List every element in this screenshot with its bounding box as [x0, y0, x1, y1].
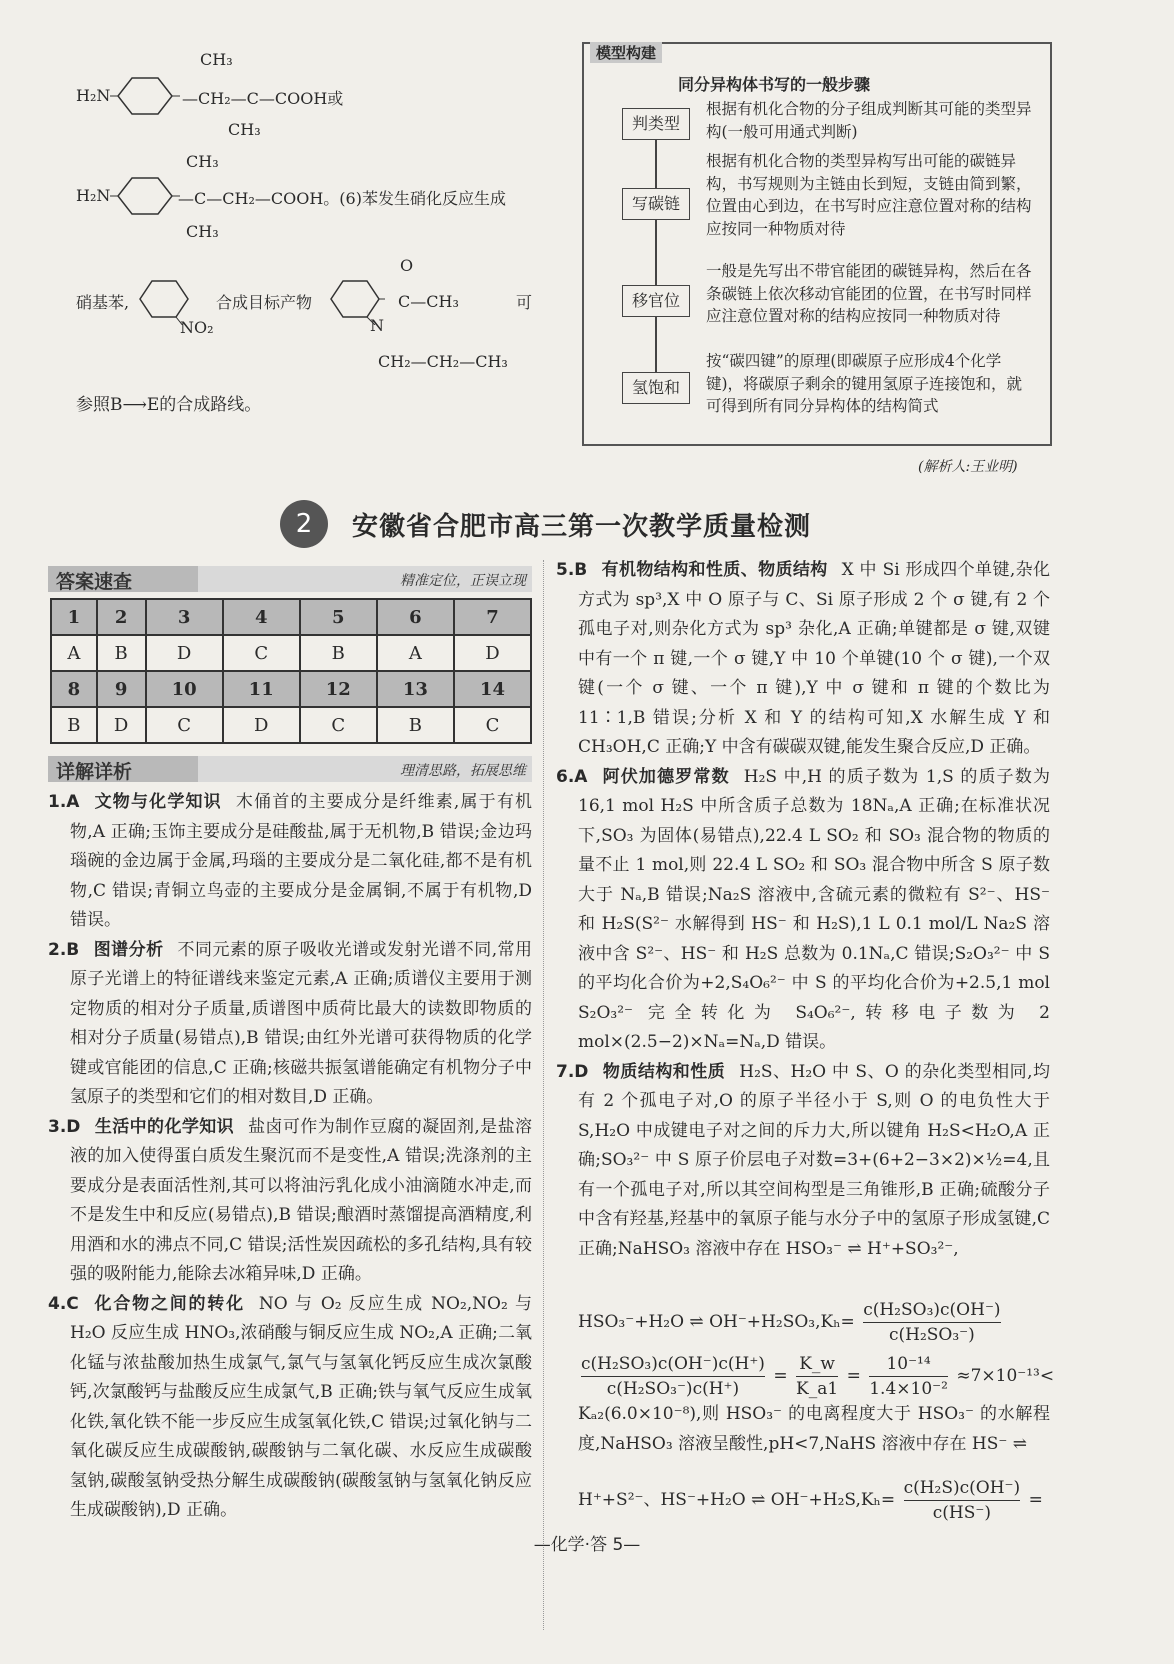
q-num: 1 — [51, 599, 97, 635]
explanation-item — [48, 936, 532, 1113]
answer-key: C — [146, 707, 223, 743]
left-column — [48, 788, 532, 1526]
fraction — [796, 1352, 838, 1401]
numerator: c(H₂SO₃)c(OH⁻) — [863, 1298, 1000, 1323]
answer-key: D — [97, 707, 146, 743]
propyl: CH₂—CH₂—CH₃ — [378, 352, 508, 371]
step-box: 移官位 — [622, 285, 690, 317]
q-num: 13 — [377, 671, 454, 707]
item-number: 6.A — [556, 766, 588, 787]
benzene-ring-icon — [110, 174, 180, 218]
formula-text: HSO₃⁻+H₂O ⇌ OH⁻+H₂SO₃,Kₕ= — [578, 1312, 855, 1332]
box-title: 同分异构体书写的一般步骤 — [678, 75, 871, 94]
item-number: 7.D — [556, 1061, 589, 1082]
step-desc: 根据有机化合物的分子组成判断其可能的类型异构(一般可用通式判断) — [706, 100, 1032, 141]
item-topic: 化合物之间的转化 — [92, 1293, 245, 1314]
formula-text-block: Kₐ₂(6.0×10⁻⁸),则 HSO₃⁻ 的电离程度大于 HSO₃⁻ 的水解程度,NaHSO₃ 溶液呈酸性,pH<7,NaHS 溶液中存在 HS⁻ ⇌ — [578, 1404, 1050, 1454]
fraction — [863, 1298, 1000, 1347]
answer-key: C — [223, 635, 300, 671]
equals: = — [1028, 1490, 1043, 1510]
q-num: 10 — [146, 671, 223, 707]
flow-line — [655, 140, 657, 400]
denominator: c(H₂SO₃⁻)c(H⁺) — [606, 1379, 740, 1399]
table-row — [51, 599, 531, 635]
item-number: 4.C — [48, 1293, 79, 1314]
explanation-item — [48, 1113, 532, 1290]
item-topic: 物质结构和性质 — [602, 1061, 726, 1082]
numerator: c(H₂SO₃)c(OH⁻)c(H⁺) — [581, 1352, 765, 1377]
denominator: 1.4×10⁻² — [869, 1379, 948, 1399]
q-num: 8 — [51, 671, 97, 707]
details-slogan: 理清思路，拓展思维 — [400, 763, 526, 779]
item-text: H₂S、H₂O 中 S、O 的杂化类型相同,均有 2 个孤电子对,O 的原子半径小于 S,则 O 的电负性大于 S,H₂O 中成键电子对之间的斥力大,所以键角 H₂S<H₂O,A 正确;SO₃²⁻ 中 S 原子价层电子对数=3+(6+2−3×2)×½=4,且有一个孤电子对,所以其空间构型是三角锥形,B 正确;硫酸分子中含有羟基,羟基中的氧原子能与水分子中的氢原子形成氢键,C 正确;NaHSO₃ 溶液中存在 HSO₃⁻ ⇌ H⁺+SO₃²⁻, — [578, 1061, 1050, 1259]
answers-label: 答案速查 — [56, 571, 133, 593]
methyl-top: CH₃ — [200, 50, 233, 69]
q-num: 9 — [97, 671, 146, 707]
section-title: 安徽省合肥市高三第一次教学质量检测 — [352, 512, 812, 542]
box-tab: 模型构建 — [590, 42, 662, 63]
equals: = — [773, 1366, 788, 1386]
answer-key: B — [51, 707, 97, 743]
q-num: 14 — [454, 671, 531, 707]
answer-key: A — [377, 635, 454, 671]
formula-line-2 — [578, 1352, 1054, 1401]
explanation-item — [556, 1058, 1050, 1265]
acyl: C—CH₃ — [398, 292, 459, 311]
formula-text: ≈7×10⁻¹³< — [956, 1366, 1055, 1386]
numerator: c(H₂S)c(OH⁻) — [904, 1476, 1021, 1501]
q-num: 2 — [97, 599, 146, 635]
nitro-group: NO₂ — [180, 318, 214, 337]
tail-text: 可 — [516, 293, 533, 312]
model-building-box — [582, 42, 1052, 446]
formula-line-1 — [578, 1298, 1004, 1347]
chain: —C—CH₂—COOH。(6)苯发生硝化反应生成 — [178, 189, 506, 208]
numerator: 10⁻¹⁴ — [869, 1352, 948, 1377]
fraction — [904, 1476, 1021, 1525]
item-number: 1.A — [48, 792, 80, 812]
right-column — [556, 556, 1050, 1264]
lead-text: 硝基苯, — [76, 293, 130, 312]
methyl-bottom: CH₃ — [228, 120, 261, 139]
denominator: c(H₂SO₃⁻) — [888, 1325, 975, 1345]
explanation-item — [556, 556, 1050, 763]
formula-text: H⁺+S²⁻、HS⁻+H₂O ⇌ OH⁻+H₂S,Kₕ= — [578, 1490, 896, 1510]
item-text: 不同元素的原子吸收光谱或发射光谱不同,常用原子光谱上的特征谱线来鉴定元素,A 正确;质谱仪主要用于测定物质的相对分子质量,质谱图中质荷比最大的读数即物质的相对分子质量(易错点),B 错误;由红外光谱可获得物质的化学键或官能团的信息,C 正确;核磁共振氢谱能确定有机物分子中氢原子的类型和它们的相对数目,D 正确。 — [70, 939, 533, 1107]
q-num: 7 — [454, 599, 531, 635]
answer-key: D — [454, 635, 531, 671]
explanation-item — [48, 1290, 532, 1526]
benzene-ring-icon — [110, 74, 180, 118]
answer-key: A — [51, 635, 97, 671]
section-number-badge: 2 — [280, 500, 328, 548]
step-box: 写碳链 — [622, 188, 690, 220]
step-box: 氢饱和 — [622, 372, 690, 404]
answer-key: B — [377, 707, 454, 743]
methyl-bottom: CH₃ — [186, 222, 219, 241]
page-footer: —化学·答 5— — [533, 1535, 641, 1555]
column-divider — [543, 560, 544, 1630]
item-text: NO 与 O₂ 反应生成 NO₂,NO₂ 与 H₂O 反应生成 HNO₃,浓硝酸与铜反应生成 NO₂,A 正确;二氧化锰与浓盐酸加热生成氯气,氯气与氢氧化钙反应生成次氯酸钙,次氯酸钙与盐酸反应生成氯气,B 正确;铁与氧气反应生成氧化铁,氧化铁不能一步反应生成氢氧化铁,C 错误;过氧化钠与二氧化碳反应生成碳酸钠,碳酸钠与二氧化碳、水反应生成碳酸氢钠,碳酸氢钠受热分解生成碳酸钠(碳酸氢钠与氢氧化钠反应生成碳酸钠),D 正确。 — [70, 1293, 533, 1520]
nitrogen: N — [370, 316, 384, 335]
table-row — [51, 707, 531, 743]
item-topic: 生活中的化学知识 — [94, 1116, 235, 1137]
table-row — [51, 635, 531, 671]
answer-key: C — [300, 707, 377, 743]
step-desc: 根据有机化合物的类型异构写出可能的碳链异构，书写规则为主链由长到短，支链由简到繁，位置由心到边，在书写时应注意位置对称的结构应按同一种物质对待 — [706, 152, 1032, 238]
analyst-credit: (解析人:王业明) — [918, 459, 1018, 475]
item-topic: 图谱分析 — [93, 939, 164, 960]
q-num: 3 — [146, 599, 223, 635]
table-row — [51, 671, 531, 707]
explanation-item — [556, 763, 1050, 1058]
q-num: 4 — [223, 599, 300, 635]
details-label: 详解详析 — [56, 761, 133, 783]
fraction — [869, 1352, 948, 1401]
item-text: X 中 Si 形成四个单键,杂化方式为 sp³,X 中 O 原子与 C、Si 原子形成 2 个 σ 键,有 2 个孤电子对,则杂化方式为 sp³ 杂化,A 正确;单键都是 σ 键,双键中有一个 π 键,一个 σ 键,Y 中 10 个单键(10 个 σ 键),一个双键(一个 σ 键、一个 π 键),Y 中 σ 键和 π 键的个数比为 11∶1,B 错误;分析 X 和 Y 的结构可知,X 水解生成 Y 和 CH₃OH,C 正确;Y 中含有碳碳双键,能发生聚合反应,D 正确。 — [578, 560, 1050, 757]
step-desc: 按“碳四键”的原理(即碳原子应形成4个化学键)，将碳原子剩余的键用氢原子连接饱和，就可得到所有同分异构体的结构简式 — [706, 352, 1023, 415]
item-number: 2.B — [48, 939, 80, 960]
equals: = — [846, 1366, 861, 1386]
q-num: 6 — [377, 599, 454, 635]
item-topic: 阿伏加德罗常数 — [601, 766, 730, 787]
step-box: 判类型 — [622, 108, 690, 140]
answers-slogan: 精准定位，正误立现 — [400, 573, 526, 589]
q-num: 11 — [223, 671, 300, 707]
answer-key: D — [146, 635, 223, 671]
fraction — [581, 1352, 765, 1401]
step-desc: 一般是先写出不带官能团的碳链异构，然后在各条碳链上依次移动官能团的位置，在书写时同样应注意位置对称的结构应按同一种物质对待 — [706, 262, 1032, 325]
item-text: H₂S 中,H 的质子数为 1,S 的质子数为 16,1 mol H₂S 中所含质子总数为 18Nₐ,A 正确;在标准状况下,SO₃ 为固体(易错点),22.4 L SO₂ 和 SO₃ 混合物的物质的量不止 1 mol,则 22.4 L SO₂ 和 SO₃ 混合物中所含 S 原子数大于 Nₐ,B 错误;Na₂S 溶液中,含硫元素的微粒有 S²⁻、HS⁻ 和 H₂S(S²⁻ 水解得到 HS⁻ 和 H₂S),1 L 0.1 mol/L Na₂S 溶液中含 S²⁻、HS⁻ 和 H₂S 总数为 0.1Nₐ,C 错误;S₂O₃²⁻ 中 S 的平均化合价为+2,S₄O₆²⁻ 中 S 的平均化合价为+2.5,1 mol S₂O₃²⁻ 完全转化为 S₄O₆²⁻,转移电子数为 2 mol×(2.5−2)×Nₐ=Nₐ,D 错误。 — [578, 766, 1051, 1052]
explanation-item — [48, 788, 532, 936]
item-text: 盐卤可作为制作豆腐的凝固剂,是盐溶液的加入使得蛋白质发生聚沉而不是变性,A 错误;洗涤剂的主要成分是表面活性剂,其可以将油污乳化成小油滴随水冲走,而不是发生中和反应(易错点),B 错误;酿酒时蒸馏提高酒精度,利用酒和水的沸点不同,C 错误;活性炭因疏松的多孔结构,具有较强的吸附能力,能除去冰箱异味,D 正确。 — [70, 1116, 533, 1284]
answer-key: B — [97, 635, 146, 671]
denominator: K_a1 — [796, 1379, 839, 1399]
answers-header — [48, 566, 532, 592]
answer-key: C — [454, 707, 531, 743]
methyl-top: CH₃ — [186, 152, 219, 171]
formula-line-4 — [578, 1476, 1043, 1525]
item-text: 木俑首的主要成分是纤维素,属于有机物,A 正确;玉饰主要成分是硅酸盐,属于无机物,B 错误;金边玛瑙碗的金边属于金属,玛瑙的主要成分是二氧化硅,都不是有机物,C 错误;青铜立鸟壶的主要成分是金属铜,不属于有机物,D 错误。 — [70, 792, 533, 930]
mid-text: 合成目标产物 — [216, 293, 313, 312]
numerator: K_w — [796, 1352, 838, 1377]
amine: H₂N — [76, 186, 111, 205]
details-header — [48, 756, 532, 782]
chain: —CH₂—C—COOH或 — [182, 89, 344, 108]
amine: H₂N — [76, 86, 111, 105]
oxygen: O — [400, 256, 414, 275]
answer-key: D — [223, 707, 300, 743]
item-number: 3.D — [48, 1116, 81, 1137]
answer-key: B — [300, 635, 377, 671]
q-num: 12 — [300, 671, 377, 707]
denominator: c(HS⁻) — [932, 1503, 991, 1523]
synthesis-route-note: 参照B⟶E的合成路线。 — [76, 395, 262, 415]
answer-table — [50, 598, 532, 744]
item-topic: 文物与化学知识 — [93, 792, 222, 812]
item-number: 5.B — [556, 560, 588, 580]
q-num: 5 — [300, 599, 377, 635]
item-topic: 有机物结构和性质、物质结构 — [601, 560, 828, 580]
